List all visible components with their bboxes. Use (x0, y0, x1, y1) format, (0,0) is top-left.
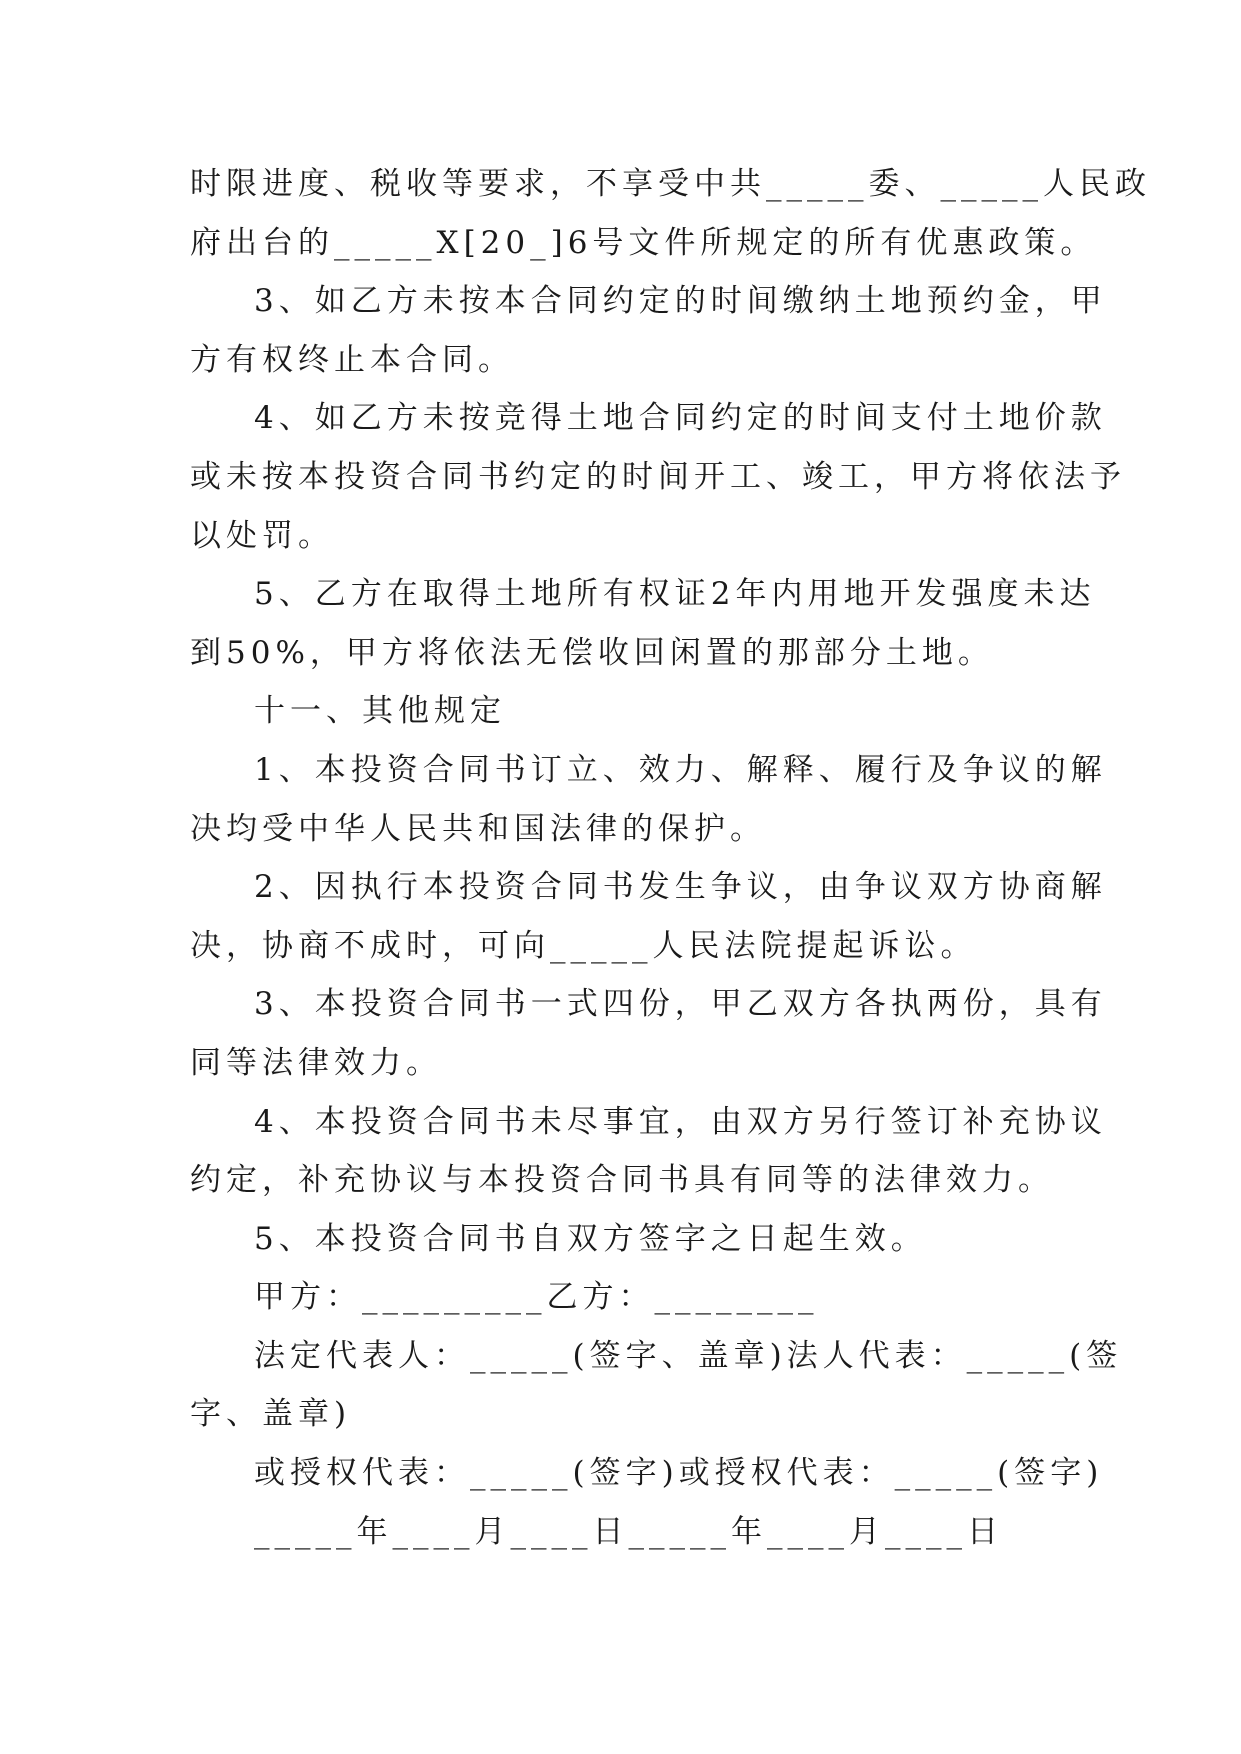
document-line: 1、本投资合同书订立、效力、解释、履行及争议的解 (254, 751, 1107, 788)
document-line: 约定，补充协议与本投资合同书具有同等的法律效力。 (190, 1162, 1054, 1199)
document-line: 时限进度、税收等要求，不享受中共_____委、_____人民政 (190, 166, 1151, 202)
document-line: 决均受中华人民共和国法律的保护。 (190, 810, 766, 847)
document-line: 字、盖章) (190, 1396, 352, 1433)
document-line: 5、本投资合同书自双方签字之日起生效。 (254, 1220, 927, 1257)
document-line: 决，协商不成时，可向_____人民法院提起诉讼。 (190, 927, 977, 964)
document-line: 3、本投资合同书一式四份，甲乙双方各执两份，具有 (254, 986, 1107, 1023)
document-line: 十一、其他规定 (254, 693, 506, 730)
document-line: 以处罚。 (190, 517, 334, 554)
document-line: 或未按本投资合同书约定的时间开工、竣工，甲方将依法予 (190, 458, 1126, 495)
document-line: 或授权代表：_____(签字)或授权代表：_____(签字) (254, 1455, 1104, 1492)
document-line: 3、如乙方未按本合同约定的时间缴纳土地预约金，甲 (254, 283, 1107, 320)
document-line: 4、本投资合同书未尽事宜，由双方另行签订补充协议 (254, 1103, 1107, 1140)
document-body (190, 155, 1151, 1561)
document-line: 到50%，甲方将依法无偿收回闲置的那部分土地。 (190, 634, 994, 671)
document-line: _____年____月____日_____年____月____日 (254, 1513, 1003, 1550)
document-line: 甲方：_________乙方：________ (254, 1279, 819, 1316)
document-line: 2、因执行本投资合同书发生争议，由争议双方协商解 (254, 869, 1107, 906)
document-line: 同等法律效力。 (190, 1044, 442, 1081)
document-line: 府出台的_____X[20_]6号文件所规定的所有优惠政策。 (190, 224, 1097, 261)
document-line: 法定代表人：_____(签字、盖章)法人代表：_____(签 (254, 1337, 1123, 1374)
document-line: 4、如乙方未按竞得土地合同约定的时间支付土地价款 (254, 400, 1107, 437)
document-line: 方有权终止本合同。 (190, 341, 514, 378)
document-line: 5、乙方在取得土地所有权证2年内用地开发强度未达 (254, 576, 1096, 613)
